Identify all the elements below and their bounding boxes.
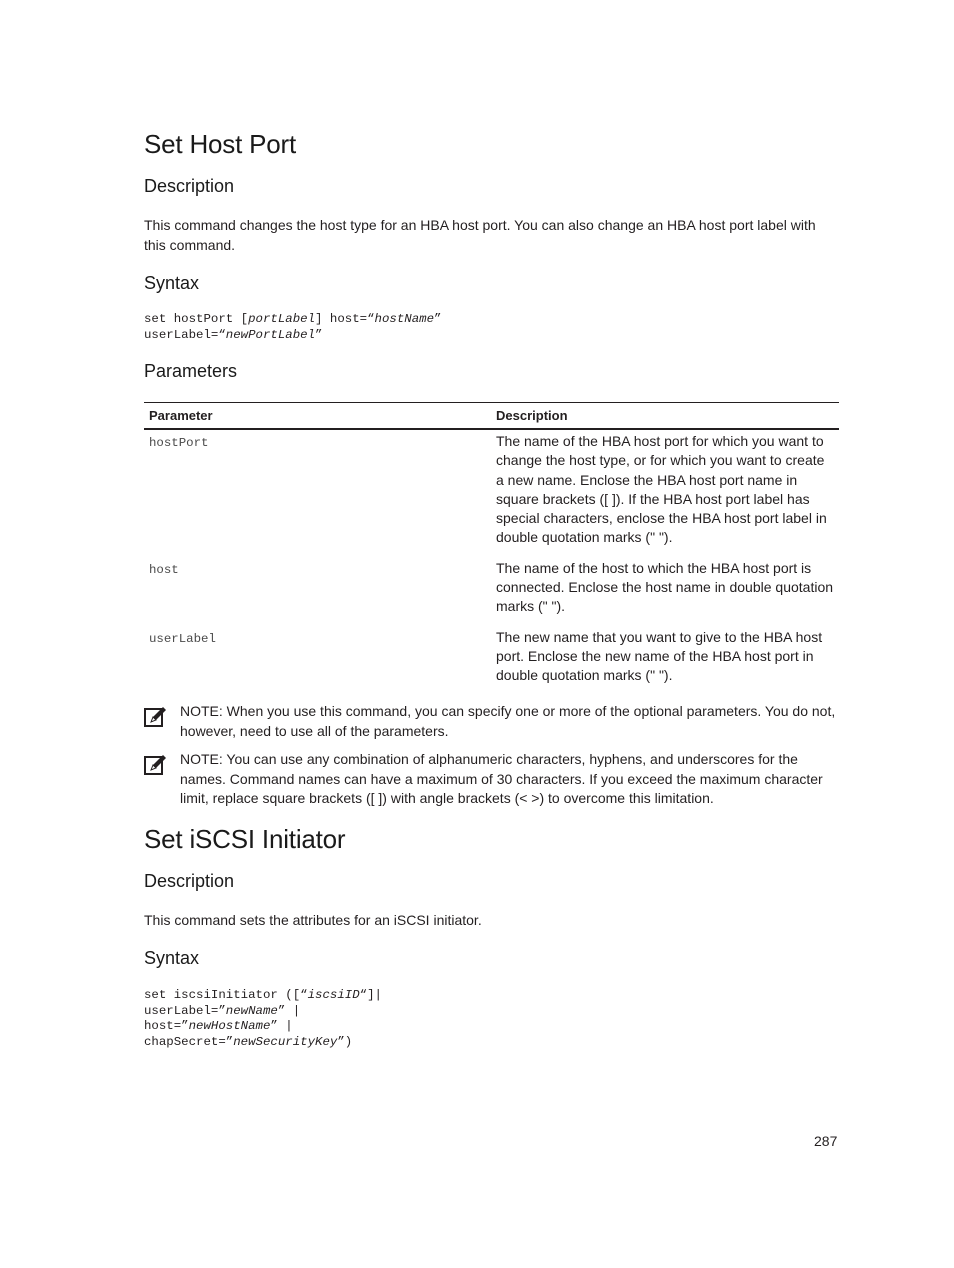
param-description: The name of the HBA host port for which you want to change the host type, or for which you want to create a new name. Enclose the HBA host port name in square brackets ([ ]). If the HBA host port label has special characters, enclose the HBA host port label in double quotation marks (" "). <box>496 433 827 546</box>
param-description: The name of the host to which the HBA host port is connected. Enclose the host name in double quotation marks (" "). <box>496 559 834 615</box>
param-name: host <box>149 562 179 577</box>
code-text: ] host=“ <box>315 312 375 326</box>
code-variable: portLabel <box>248 312 316 326</box>
code-text: userLabel=” <box>144 1003 226 1018</box>
code-text: ”) <box>337 1034 353 1049</box>
heading-description: Description <box>144 176 235 196</box>
param-name: userLabel <box>149 631 216 646</box>
section-title-set-iscsi-initiator: Set iSCSI Initiator <box>144 824 346 854</box>
code-variable: newHostName <box>188 1019 271 1033</box>
code-text: chapSecret=” <box>144 1034 234 1049</box>
table-row <box>144 557 839 626</box>
pencil-note-icon <box>144 706 166 728</box>
table-row <box>144 429 839 557</box>
code-text: userLabel=“ <box>144 327 226 342</box>
code-text: ” | <box>277 1003 301 1018</box>
code-text: set iscsiInitiator ([“ <box>144 988 308 1002</box>
code-variable: newSecurityKey <box>233 1034 338 1049</box>
parameters-table <box>144 402 839 695</box>
code-variable: iscsiID <box>307 988 360 1002</box>
note-label: NOTE: <box>180 703 223 719</box>
code-text: set hostPort [ <box>144 312 249 326</box>
table-header-row <box>144 403 839 430</box>
syntax-code-block <box>144 312 441 343</box>
note-body: You can use any combination of alphanumeric characters, hyphens, and underscores for the names. Command names can have a maximum of 30 characters. If you exceed the maximum character limit, replace square brackets ([ ]) with angle brackets (< >) to overcome this limitation. <box>180 751 823 806</box>
code-variable: newPortLabel <box>225 327 316 342</box>
note-text <box>180 750 839 809</box>
code-variable: newName <box>225 1003 278 1018</box>
syntax-code-block <box>144 988 382 1050</box>
column-header-description: Description <box>491 403 839 430</box>
section-title-set-host-port: Set Host Port <box>144 129 297 159</box>
code-text: ” | <box>270 1019 293 1033</box>
description-text: This command sets the attributes for an iSCSI initiator. <box>144 912 482 928</box>
heading-syntax: Syntax <box>144 948 200 968</box>
note-body: When you use this command, you can specify one or more of the optional parameters. You do not, however, need to use all of the parameters. <box>180 703 836 739</box>
code-text: ” <box>434 312 442 326</box>
code-text: ” <box>315 327 323 342</box>
heading-syntax: Syntax <box>144 273 200 293</box>
note-label: NOTE: <box>180 751 223 767</box>
page-number: 287 <box>814 1133 838 1149</box>
pencil-note-icon <box>144 754 166 776</box>
note-text <box>180 702 839 741</box>
table-row <box>144 626 839 695</box>
heading-parameters: Parameters <box>144 361 238 381</box>
column-header-parameter: Parameter <box>144 403 491 430</box>
description-text: This command changes the host type for an HBA host port. You can also change an HBA host port label with this command. <box>144 217 816 253</box>
param-name: hostPort <box>149 436 209 450</box>
heading-description: Description <box>144 871 235 891</box>
code-text: host=” <box>144 1019 189 1033</box>
code-text: “]| <box>359 988 382 1002</box>
param-description: The new name that you want to give to the HBA host port. Enclose the new name of the HBA host port in double quotation marks (" "). <box>496 628 823 684</box>
code-variable: hostName <box>374 312 435 326</box>
